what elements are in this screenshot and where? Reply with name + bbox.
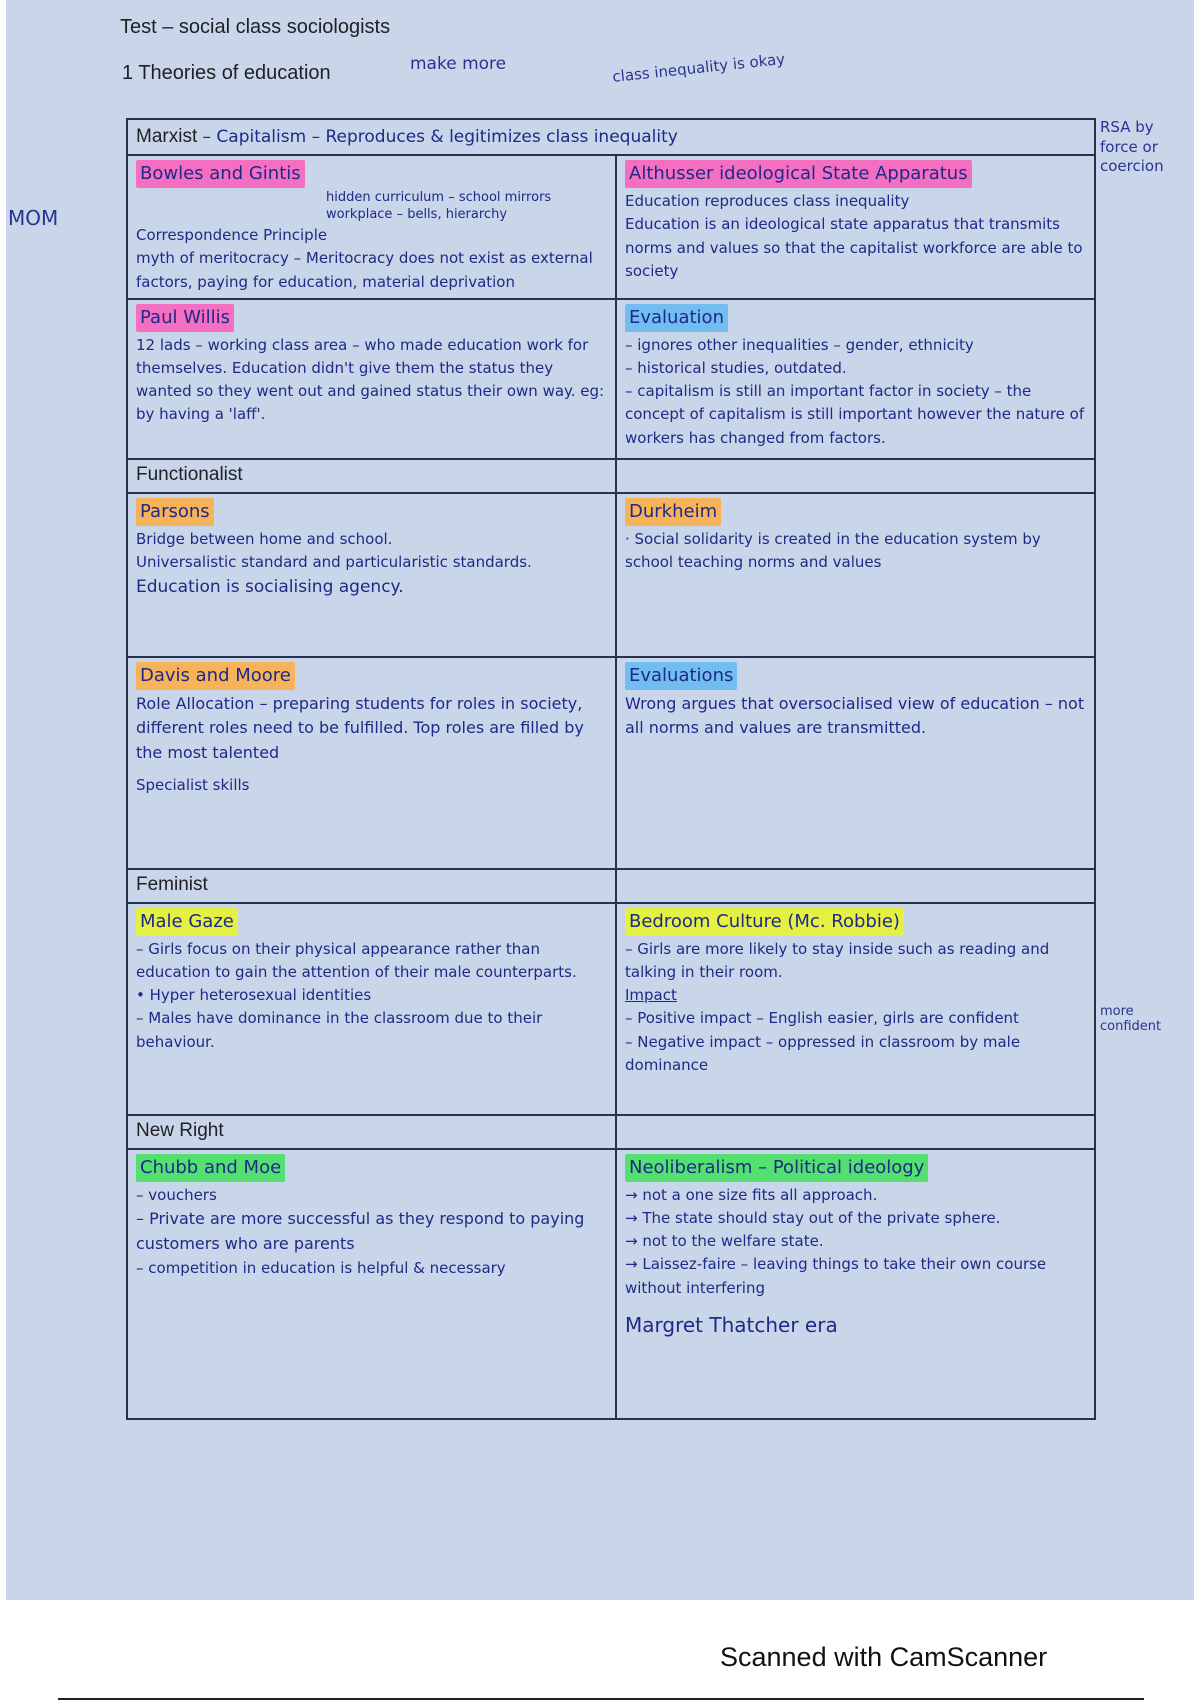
note-make-more: make more (410, 54, 507, 74)
chubb-moe-line-1: – vouchers (136, 1185, 217, 1204)
new-right-header-blank (616, 1115, 1095, 1149)
chubb-moe-heading: Chubb and Moe (136, 1154, 285, 1182)
functionalist-evaluation-heading: Evaluations (625, 662, 737, 690)
bedroom-culture-impact: Impact (625, 986, 677, 1005)
neoliberalism-heading: Neoliberalism – Political ideology (625, 1154, 928, 1182)
paul-willis-heading: Paul Willis (136, 304, 234, 332)
section-title: 1 Theories of education (122, 62, 331, 84)
neoliberalism-cell (616, 1149, 1095, 1419)
note-rsa: RSA by force or coercion (1100, 118, 1164, 175)
bedroom-culture-line-1: – Girls are more likely to stay inside such as reading and talking in their room. (625, 939, 1050, 981)
marxist-evaluation-line-3: – capitalism is still an important factor in society – the concept of capitalism is still important however the nature of workers has changed from factors. (625, 382, 1085, 447)
note-mom: MOM (8, 206, 59, 230)
theories-table (126, 118, 1096, 1420)
durkheim-line-1: · Social solidarity is created in the education system by school teaching norms and values (625, 529, 1041, 571)
althusser-cell (616, 155, 1095, 298)
marxist-evaluation-line-1: – ignores other inequalities – gender, ethnicity (625, 335, 974, 354)
neoliberalism-thatcher: Margret Thatcher era (625, 1312, 838, 1337)
bowles-gintis-line-1: Correspondence Principle (136, 226, 328, 245)
neoliberalism-line-3: → not to the welfare state. (625, 1232, 824, 1251)
functionalist-evaluation-cell (616, 657, 1095, 869)
note-class-inequality: class inequality is okay (611, 49, 786, 86)
durkheim-heading: Durkheim (625, 498, 721, 526)
new-right-header-row (127, 1115, 1095, 1149)
neoliberalism-line-1: → not a one size fits all approach. (625, 1185, 878, 1204)
marxist-extra: – Capitalism – Reproduces & legitimizes class inequality (202, 127, 678, 147)
chubb-moe-line-2: – Private are more successful as they respond to paying customers who are parents (136, 1208, 585, 1253)
functionalist-header: Functionalist (127, 459, 616, 493)
parsons-heading: Parsons (136, 498, 214, 526)
bedroom-culture-line-4: – Negative impact – oppressed in classroom by male dominance (625, 1032, 1021, 1074)
functionalist-row-1 (127, 493, 1095, 657)
parsons-line-1: Bridge between home and school. (136, 529, 393, 548)
marxist-header (127, 119, 1095, 155)
chubb-moe-cell (127, 1149, 616, 1419)
althusser-line-2: Education is an ideological state apparatus that transmits norms and values so that the capitalist workforce are able to society (625, 215, 1083, 280)
marxist-row-2 (127, 299, 1095, 459)
chubb-moe-line-3: – competition in education is helpful & necessary (136, 1258, 506, 1277)
functionalist-row-2 (127, 657, 1095, 869)
bedroom-culture-line-3: – Positive impact – English easier, girls are confident (625, 1009, 1019, 1028)
feminist-header-row (127, 869, 1095, 903)
new-right-header: New Right (127, 1115, 616, 1149)
althusser-line-1: Education reproduces class inequality (625, 192, 910, 211)
althusser-heading: Althusser ideological State Apparatus (625, 160, 972, 188)
marxist-evaluation-cell (616, 299, 1095, 459)
davis-moore-line-1: Role Allocation – preparing students for roles in society, different roles need to be fulfilled. Top roles are filled by the most talented (136, 693, 584, 763)
neoliberalism-line-2: → The state should stay out of the private sphere. (625, 1208, 1001, 1227)
new-right-row (127, 1149, 1095, 1419)
durkheim-cell (616, 493, 1095, 657)
feminist-header: Feminist (127, 869, 616, 903)
davis-moore-heading: Davis and Moore (136, 662, 295, 690)
davis-moore-cell (127, 657, 616, 869)
male-gaze-line-2: • Hyper heterosexual identities (136, 986, 372, 1005)
bowles-gintis-heading: Bowles and Gintis (136, 160, 305, 188)
paul-willis-line-1: 12 lads – working class area – who made education work for themselves. Education didn't give them the status they wanted so they went out and gained status their own way. eg: by having a 'laff'. (136, 335, 605, 424)
note-more-confident: more confident (1100, 1004, 1162, 1034)
bowles-gintis-aside: hidden curriculum – school mirrors workplace – bells, hierarchy (326, 190, 552, 223)
male-gaze-line-1: – Girls focus on their physical appearance rather than education to gain the attention of their male counterparts. (136, 939, 577, 981)
marxist-evaluation-heading: Evaluation (625, 304, 728, 332)
parsons-line-3: Education is socialising agency. (136, 577, 404, 598)
neoliberalism-line-4: → Laissez-faire – leaving things to take their own course without interfering (625, 1255, 1047, 1297)
camscanner-footer: Scanned with CamScanner (720, 1642, 1048, 1672)
functionalist-header-row (127, 459, 1095, 493)
male-gaze-line-3: – Males have dominance in the classroom due to their behaviour. (136, 1009, 543, 1051)
parsons-cell (127, 493, 616, 657)
male-gaze-cell (127, 903, 616, 1115)
bedroom-culture-cell (616, 903, 1095, 1115)
bedroom-culture-heading: Bedroom Culture (Mc. Robbie) (625, 908, 904, 936)
davis-moore-line-2: Specialist skills (136, 776, 250, 795)
marxist-label: Marxist (136, 126, 198, 147)
marxist-evaluation-line-2: – historical studies, outdated. (625, 358, 847, 377)
marxist-header-row (127, 119, 1095, 155)
bowles-gintis-cell (127, 155, 616, 298)
functionalist-evaluation-line-1: Wrong argues that oversocialised view of education – not all norms and values are transmitted. (625, 693, 1085, 738)
marxist-row-1 (127, 155, 1095, 298)
paul-willis-cell (127, 299, 616, 459)
feminist-header-blank (616, 869, 1095, 903)
male-gaze-heading: Male Gaze (136, 908, 238, 936)
parsons-line-2: Universalistic standard and particularistic standards. (136, 552, 532, 571)
functionalist-header-blank (616, 459, 1095, 493)
document-title: Test – social class sociologists (120, 16, 391, 38)
bowles-gintis-line-2: myth of meritocracy – Meritocracy does not exist as external factors, paying for education, material deprivation (136, 249, 593, 291)
feminist-row (127, 903, 1095, 1115)
